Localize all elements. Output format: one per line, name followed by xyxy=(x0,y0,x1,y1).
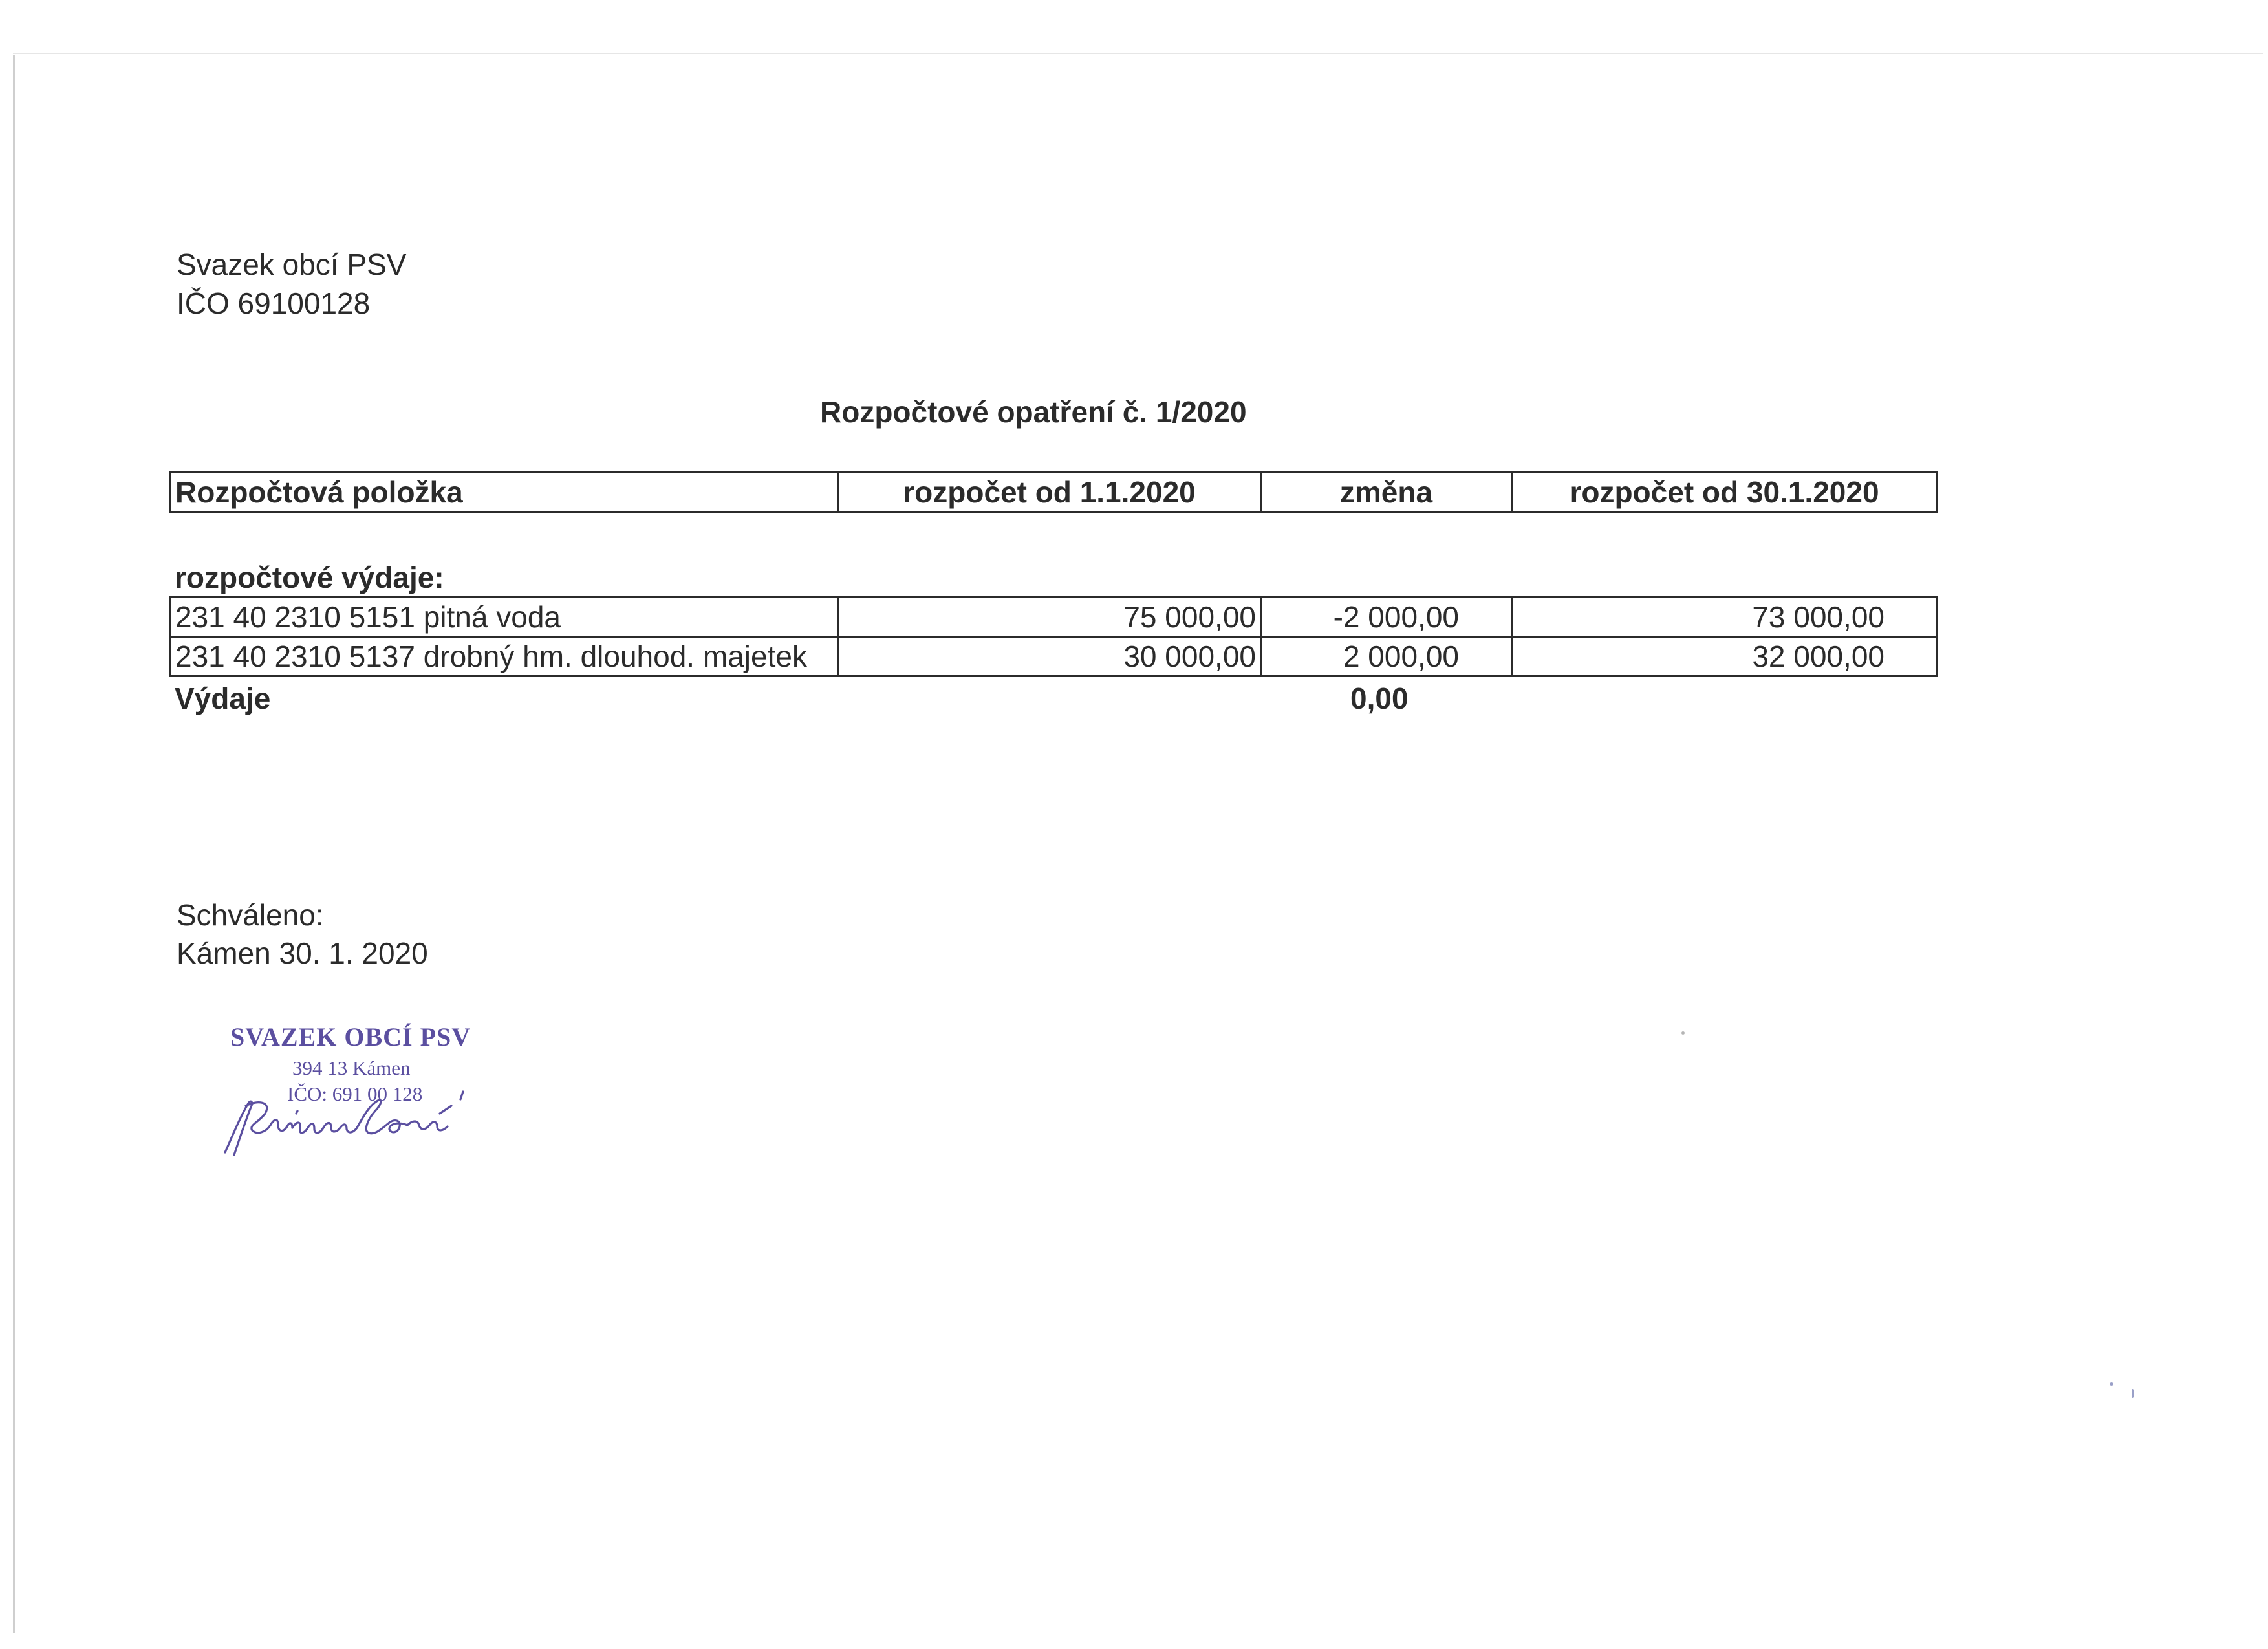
row-item: 231 40 2310 5137 drobný hm. dlouhod. majetek xyxy=(171,637,838,676)
row-change: -2 000,00 xyxy=(1261,598,1512,637)
row-item: 231 40 2310 5151 pitná voda xyxy=(171,598,838,637)
expense-table xyxy=(169,596,1938,677)
header-change: změna xyxy=(1261,473,1512,512)
header-item: Rozpočtová položka xyxy=(171,473,838,512)
section-label-expenses: rozpočtové výdaje: xyxy=(175,561,444,594)
scan-speck xyxy=(2132,1389,2134,1398)
total-label: Výdaje xyxy=(175,682,271,715)
official-stamp xyxy=(220,1015,543,1183)
organization-ico: IČO 69100128 xyxy=(177,286,371,320)
row-budget-from: 30 000,00 xyxy=(838,637,1261,676)
row-budget-to: 32 000,00 xyxy=(1512,637,1938,676)
scan-speck xyxy=(1681,1031,1685,1035)
header-budget-from: rozpočet od 1.1.2020 xyxy=(838,473,1261,512)
handwritten-signature xyxy=(220,1080,543,1170)
document-title: Rozpočtové opatření č. 1/2020 xyxy=(820,395,1247,429)
row-budget-to: 73 000,00 xyxy=(1512,598,1938,637)
scan-edge-left xyxy=(13,55,15,1633)
budget-header-table xyxy=(169,471,1938,513)
stamp-line-name: SVAZEK OBCÍ PSV xyxy=(230,1022,471,1051)
table-row xyxy=(171,598,1938,637)
header-budget-to: rozpočet od 30.1.2020 xyxy=(1512,473,1938,512)
scan-edge-top xyxy=(13,53,2263,54)
organization-name: Svazek obcí PSV xyxy=(177,248,407,281)
total-value: 0,00 xyxy=(1350,682,1409,715)
table-row xyxy=(171,637,1938,676)
approval-place-date: Kámen 30. 1. 2020 xyxy=(177,936,428,970)
scan-speck xyxy=(2110,1382,2113,1386)
row-change: 2 000,00 xyxy=(1261,637,1512,676)
stamp-line-ico: IČO: 691 00 128 xyxy=(287,1083,423,1105)
stamp-line-address: 394 13 Kámen xyxy=(292,1057,411,1079)
table-header-row xyxy=(171,473,1938,512)
approval-label: Schváleno: xyxy=(177,898,324,932)
row-budget-from: 75 000,00 xyxy=(838,598,1261,637)
